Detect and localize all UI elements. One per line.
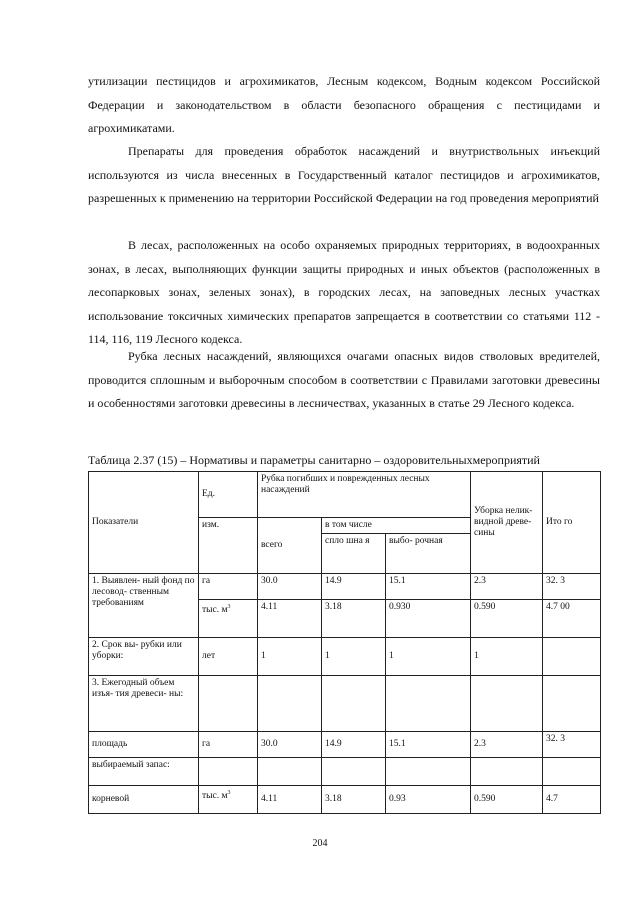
header-indicators: Показатели bbox=[89, 472, 199, 574]
cell-clear: 1 bbox=[322, 638, 386, 676]
row-label-annual-volume: 3. Ежегодный объем изъя- тия древеси- ны: bbox=[89, 676, 199, 732]
cell-total: 4.11 bbox=[258, 786, 322, 814]
table-row bbox=[89, 574, 601, 600]
cell-selective bbox=[386, 676, 471, 732]
table-row bbox=[89, 786, 601, 814]
header-selective: выбо- рочная bbox=[386, 534, 471, 574]
table-row bbox=[89, 732, 601, 758]
cell-itogo: 32. 3 bbox=[543, 574, 601, 600]
cell-selective: 1 bbox=[386, 638, 471, 676]
cell-cleanup bbox=[471, 758, 543, 786]
paragraph-protected-forests: В лесах, расположенных на особо охраняемых природных территориях, в водоохранных зонах, в лесах, выполняющих функции защиты природных и иных объектов (расположенных в лесопарковых зонах, зеленых зонах), в городских лесах, на заповедных лесных участках использование токсичных химических препаратов запрещается в соответствии со статьями 112 - 114, 116, 119 Лесного кодекса. bbox=[88, 238, 600, 346]
cell-clear bbox=[322, 758, 386, 786]
cell-unit: тыс. $м^3$ bbox=[199, 600, 258, 638]
header-cleanup: Уборка нелик- видной древе- сины bbox=[471, 472, 543, 574]
page-number: 204 bbox=[312, 838, 328, 849]
paragraph-felling: Рубка лесных насаждений, являющихся очагами опасных видов стволовых вредителей, проводится сплошным и выборочным способом в соответствии с Правилами заготовки древесины и особенностями заготовки древесины в лесничествах, указанных в статье 29 Лесного кодекса. bbox=[88, 349, 600, 410]
cell-clear: 14.9 bbox=[322, 574, 386, 600]
paragraph-preparations: Препараты для проведения обработок насаждений и внутриствольных инъекций используются из числа внесенных в Государственный каталог пестицидов и агрохимикатов, разрешенных к применению на территории Российской Федерации на год проведения мероприятий bbox=[88, 144, 600, 205]
cell-unit: тыс. $м^3$ bbox=[199, 786, 258, 814]
table-row bbox=[89, 758, 601, 786]
cell-total: 4.11 bbox=[258, 600, 322, 638]
header-clear-cut: спло шна я bbox=[322, 534, 386, 574]
row-label-felling-term: 2. Срок вы- рубки или уборки: bbox=[89, 638, 199, 676]
cell-cleanup: 2.3 bbox=[471, 732, 543, 758]
row-label-identified-fund: 1. Выявлен- ный фонд по лесовод- ственным требованиям bbox=[89, 574, 199, 638]
cell-total bbox=[258, 676, 322, 732]
table-caption: Таблица 2.37 (15) – Нормативы и параметры санитарно – оздоровительныхмероприятий bbox=[88, 453, 540, 467]
cell-unit bbox=[199, 676, 258, 732]
cell-clear: 3.18 bbox=[322, 786, 386, 814]
cell-itogo: 4.7 bbox=[543, 786, 601, 814]
cell-cleanup: 1 bbox=[471, 638, 543, 676]
header-unit-top: Ед. bbox=[199, 472, 258, 518]
cell-clear: 3.18 bbox=[322, 600, 386, 638]
cell-clear bbox=[322, 676, 386, 732]
header-felling: Рубка погибших и поврежденных лесных насаждений bbox=[258, 472, 471, 518]
cell-unit: га bbox=[199, 732, 258, 758]
cell-selective: 0.93 bbox=[386, 786, 471, 814]
paragraph-continuation: утилизации пестицидов и агрохимикатов, Лесным кодексом, Водным кодексом Российской Федерации и законодательством в области безопасного обращения с пестицидами и агрохимикатами. bbox=[88, 74, 600, 135]
sanitary-measures-table bbox=[88, 471, 601, 814]
cell-selective: 15.1 bbox=[386, 574, 471, 600]
cell-total bbox=[258, 758, 322, 786]
row-label-area: площадь bbox=[89, 732, 199, 758]
cell-selective bbox=[386, 758, 471, 786]
cell-itogo bbox=[543, 758, 601, 786]
cell-selective: 0.930 bbox=[386, 600, 471, 638]
cell-itogo: 32. 3 bbox=[543, 732, 601, 758]
cell-total: 1 bbox=[258, 638, 322, 676]
table-row bbox=[89, 638, 601, 676]
cell-itogo: 4.7 00 bbox=[543, 600, 601, 638]
cell-cleanup: 0.590 bbox=[471, 786, 543, 814]
header-unit-bottom: изм. bbox=[199, 518, 258, 574]
table-row bbox=[89, 676, 601, 732]
cell-unit bbox=[199, 758, 258, 786]
cell-selective: 15.1 bbox=[386, 732, 471, 758]
cell-clear: 14.9 bbox=[322, 732, 386, 758]
header-total: всего bbox=[258, 518, 322, 574]
cell-itogo bbox=[543, 638, 601, 676]
table-header-row bbox=[89, 472, 601, 518]
cell-unit: га bbox=[199, 574, 258, 600]
cell-unit: лет bbox=[199, 638, 258, 676]
row-label-harvested-stock: выбираемый запас: bbox=[89, 758, 199, 786]
header-itogo: Ито го bbox=[543, 472, 601, 574]
cell-cleanup: 2.3 bbox=[471, 574, 543, 600]
cell-total: 30.0 bbox=[258, 574, 322, 600]
row-label-root-stock: корневой bbox=[89, 786, 199, 814]
cell-cleanup: 0.590 bbox=[471, 600, 543, 638]
cell-cleanup bbox=[471, 676, 543, 732]
header-including: в том числе bbox=[322, 518, 471, 534]
cell-itogo bbox=[543, 676, 601, 732]
cell-total: 30.0 bbox=[258, 732, 322, 758]
